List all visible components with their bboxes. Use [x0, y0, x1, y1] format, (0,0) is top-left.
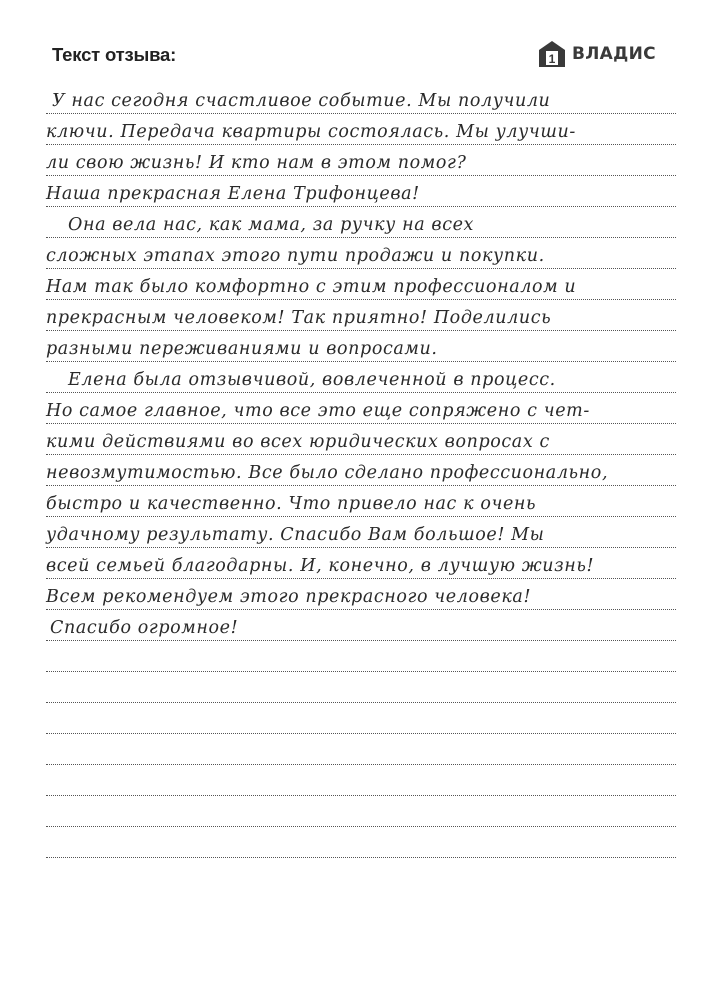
review-line-empty — [46, 642, 676, 672]
house-badge-icon — [537, 39, 567, 69]
review-line — [46, 270, 676, 300]
review-line — [46, 394, 676, 424]
handwritten-text: разными переживаниями и вопросами. — [46, 339, 438, 359]
review-line-empty — [46, 704, 676, 734]
review-line — [46, 611, 676, 641]
review-line — [46, 301, 676, 331]
review-line — [46, 518, 676, 548]
review-line — [46, 115, 676, 145]
handwritten-text: Спасибо огромное! — [50, 618, 239, 638]
review-line-empty — [46, 797, 676, 827]
review-line — [46, 84, 676, 114]
review-line — [46, 177, 676, 207]
review-line-empty — [46, 735, 676, 765]
handwritten-text: ключи. Передача квартиры состоялась. Мы улучши- — [46, 122, 576, 142]
handwritten-text: Но самое главное, что все это еще сопряжено с чет- — [46, 401, 590, 421]
handwritten-review — [46, 84, 676, 864]
handwritten-text: всей семьей благодарны. И, конечно, в лучшую жизнь! — [46, 556, 595, 576]
handwritten-text: Елена была отзывчивой, вовлеченной в процесс. — [68, 370, 556, 390]
review-line — [46, 363, 676, 393]
handwritten-text: быстро и качественно. Что привело нас к очень — [46, 494, 537, 514]
handwritten-text: прекрасным человеком! Так приятно! Поделились — [46, 308, 552, 328]
review-line — [46, 239, 676, 269]
review-line — [46, 456, 676, 486]
review-line — [46, 425, 676, 455]
brand-logo — [537, 39, 656, 69]
review-line — [46, 146, 676, 176]
handwritten-text: кими действиями во всех юридических вопросах с — [46, 432, 550, 452]
handwritten-text: удачному результату. Спасибо Вам большое! Мы — [46, 525, 545, 545]
handwritten-text: ли свою жизнь! И кто нам в этом помог? — [46, 153, 467, 173]
review-line — [46, 549, 676, 579]
brand-name: ВЛАДИС — [572, 44, 656, 64]
review-line — [46, 580, 676, 610]
handwritten-text: сложных этапах этого пути продажи и покупки. — [46, 246, 545, 266]
review-line-empty — [46, 673, 676, 703]
logo-digit: 1 — [548, 52, 556, 66]
review-line-empty — [46, 828, 676, 858]
handwritten-text: невозмутимостью. Все было сделано профессионально, — [46, 463, 609, 483]
handwritten-text: У нас сегодня счастливое событие. Мы получили — [52, 91, 551, 111]
review-line — [46, 332, 676, 362]
handwritten-text: Она вела нас, как мама, за ручку на всех — [68, 215, 475, 235]
form-title: Текст отзыва: — [52, 44, 177, 65]
review-line — [46, 208, 676, 238]
handwritten-text: Всем рекомендуем этого прекрасного человека! — [46, 587, 532, 607]
handwritten-text: Нам так было комфортно с этим профессионалом и — [46, 277, 577, 297]
review-line-empty — [46, 766, 676, 796]
handwritten-text: Наша прекрасная Елена Трифонцева! — [46, 184, 420, 204]
review-line — [46, 487, 676, 517]
